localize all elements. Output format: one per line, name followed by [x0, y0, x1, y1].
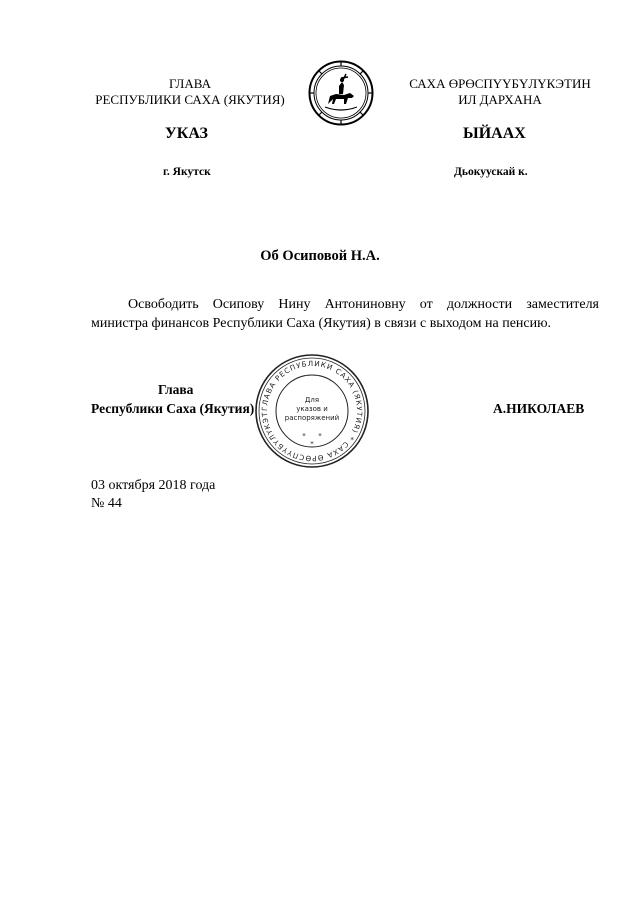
doc-type-ru: УКАЗ — [165, 125, 208, 142]
city-sakha: Дьокуускай к. — [454, 166, 528, 178]
signature-name: А.НИКОЛАЕВ — [493, 401, 585, 416]
official-stamp — [253, 352, 371, 470]
stamp-center-line1: Для — [304, 396, 320, 404]
decree-subject: Об Осиповой Н.А. — [260, 248, 380, 264]
city-ru: г. Якутск — [163, 166, 211, 178]
decree-date: 03 октября 2018 года — [91, 478, 216, 493]
decree-body-line1: Освободить Осипову Нину Антониновну от должности заместителя — [128, 297, 599, 312]
signature-title-line2: Республики Саха (Якутия) — [91, 401, 255, 416]
decree-body-line2: министра финансов Республики Саха (Якутия) в связи с выходом на пенсию. — [91, 316, 552, 331]
coat-of-arms-emblem — [308, 60, 374, 126]
stamp-ring-text: ГЛАВА РЕСПУБЛИКИ САХА (ЯКУТИЯ) * САХА ӨРӨСПҮҮБҮЛҮКЭТ — [259, 358, 365, 464]
doc-type-sakha: ЫЙААХ — [463, 125, 526, 142]
header-left-line2: РЕСПУБЛИКИ САХА (ЯКУТИЯ) — [95, 92, 285, 107]
stamp-center-line3: распоряжений — [284, 414, 340, 422]
header-left — [80, 76, 300, 108]
stamp-star-icon: * — [318, 432, 322, 440]
decree-body — [91, 295, 599, 333]
header-right-line2: ИЛ ДАРХАНА — [458, 92, 542, 107]
stamp-center-line2: указов и — [296, 405, 328, 413]
header-right-line1: САХА ӨРӨСПҮҮБҮЛҮКЭТИН — [409, 76, 591, 91]
stamp-star-icon: * — [310, 440, 314, 448]
header-left-line1: ГЛАВА — [169, 76, 211, 91]
stamp-star-icon: * — [302, 432, 306, 440]
signature-title-line1: Глава — [158, 382, 194, 397]
footer — [91, 477, 215, 513]
header-right — [385, 76, 615, 108]
decree-number: № 44 — [91, 496, 122, 511]
